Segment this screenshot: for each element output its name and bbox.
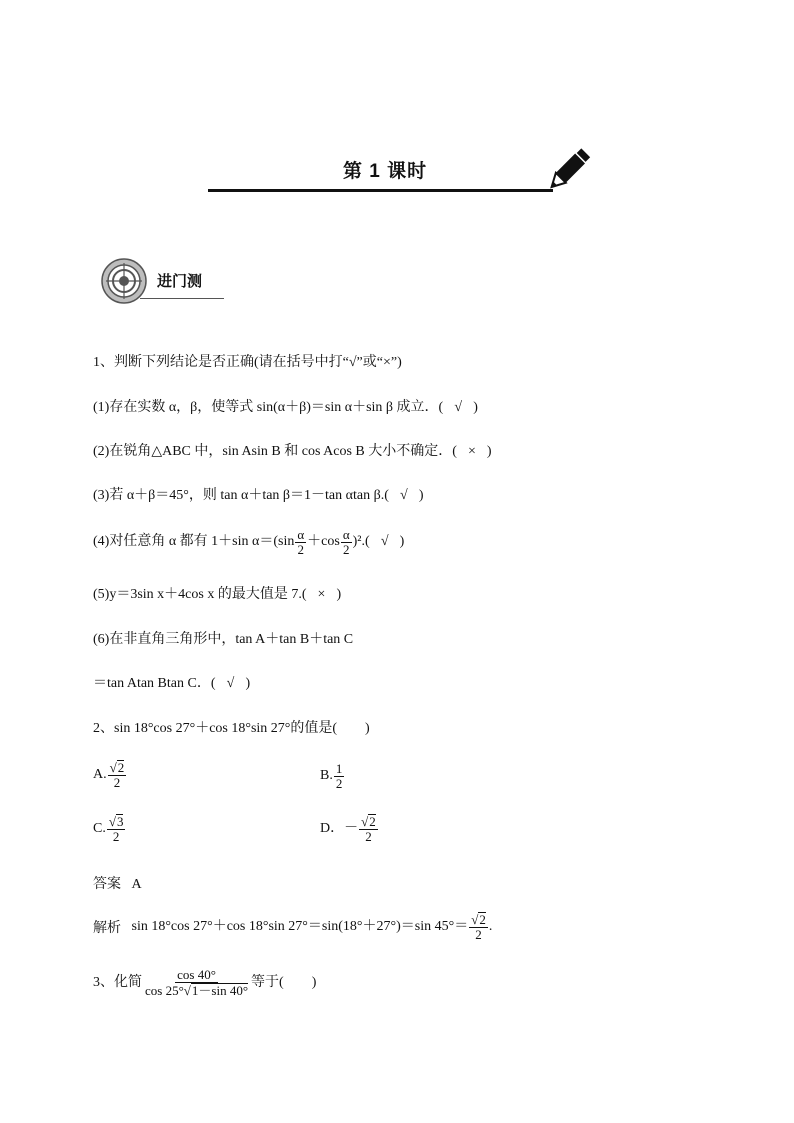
q1-item-2: (2)在锐角△ABC 中，sin Asin B 和 cos Acos B 大小不确定．( × )	[93, 444, 492, 459]
title-underline	[208, 189, 553, 192]
q2-option-c: C. √ 3 2	[93, 814, 124, 844]
pencil-icon	[542, 142, 598, 198]
q2-option-a: A. √ 2 2	[93, 760, 125, 790]
q1-item-3: (3)若 α＋β＝45°，则 tan α＋tan β＝1－tan αtan β.( √ )	[93, 488, 424, 503]
q1-prompt: 1、判断下列结论是否正确(请在括号中打“√”或“×”)	[93, 355, 402, 370]
q2-option-d: D． － √ 2 2	[320, 814, 376, 844]
section-label: 进门测	[157, 273, 203, 290]
q3-prompt: 3、化简 cos 40° cos 25° √ 1－sin 40° 等于( )	[93, 967, 317, 998]
q1-item-6: (6)在非直角三角形中，tan A＋tan B＋tan C	[93, 632, 354, 647]
q1-item-5: (5)y＝3sin x＋4cos x 的最大值是 7.( × )	[93, 587, 342, 602]
q1-item-4: (4)对任意角 α 都有 1＋sin α＝(sin $\frac{\alpha}{2}$ ＋cos $\frac{\alpha}{2}$ )².( √ )	[93, 527, 405, 557]
q2-analysis: 解析 sin 18°cos 27°＋cos 18°sin 27°＝sin(18°＋27°)＝sin 45°＝ √ 2 2 .	[93, 912, 493, 942]
q1-item-6-cont: ＝tan Atan Btan C．( √ )	[93, 676, 251, 691]
page-title: 第 1 课时	[343, 161, 428, 182]
q2-answer: 答案 A	[93, 875, 142, 892]
section-underline	[140, 298, 224, 299]
q2-prompt: 2、sin 18°cos 27°＋cos 18°sin 27°的值是( )	[93, 721, 370, 736]
q1-item-1: (1)存在实数 α，β，使等式 sin(α＋β)＝sin α＋sin β 成立．( √ )	[93, 400, 478, 415]
q2-option-b: B. $\frac{1}{2}$	[320, 761, 343, 791]
